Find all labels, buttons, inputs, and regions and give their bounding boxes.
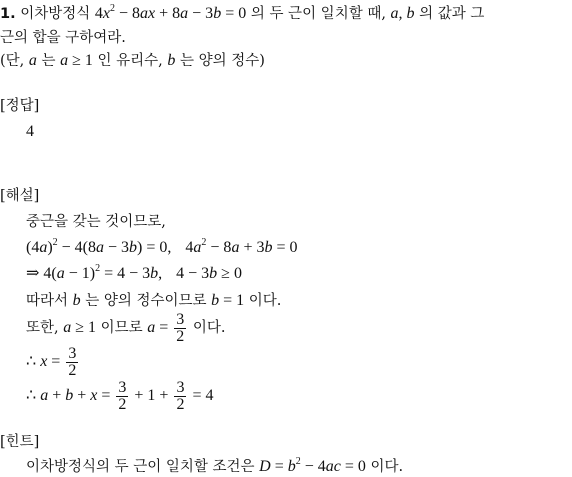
- problem-number: 1.: [0, 6, 16, 22]
- equation: $4x^2 - 8ax + 8a - 3b = 0$: [94, 3, 247, 22]
- math-var: a, b: [390, 5, 415, 22]
- solution-line-4: 따라서 b 는 양의 정수이므로 b = 1 이다.: [26, 292, 282, 309]
- answer-header: [정답]: [0, 98, 40, 114]
- fraction: $\frac{3}{2}$: [68, 344, 77, 379]
- solution-equation-2: ⇒ $4(a - 1)^2 = 4 - 3b$, 4 − 3b ≥ 0: [26, 263, 242, 282]
- problem-line-2: [0, 28, 126, 48]
- solution-header: [해설]: [0, 188, 40, 204]
- fraction: $\frac{3}{2}$: [176, 310, 185, 345]
- solution-line-6: ∴ x = $\frac{3}{2}$: [26, 344, 77, 379]
- problem-line-1: [0, 4, 484, 24]
- problem-text: 의 값과 그: [419, 6, 485, 22]
- hint-header: [힌트]: [0, 434, 40, 450]
- solution-line-1: 중근을 갖는 것이므로,: [26, 214, 166, 230]
- fraction: $\frac{3}{2}$: [118, 378, 127, 413]
- solution-line-7: ∴ a + b + x = $\frac{3}{2}$ + 1 + $\frac{3}{2}$ = 4: [26, 378, 214, 413]
- fraction: $\frac{3}{2}$: [176, 378, 185, 413]
- problem-text: 이차방정식: [20, 6, 91, 22]
- solution-line-5: 또한, a ≥ 1 이므로 a = $\frac{3}{2}$ 이다.: [26, 310, 226, 345]
- solution-equation-1: $(4a)^2 - 4(8a - 3b) = 0$, $4a^2 - 8a + 3b = 0$: [26, 237, 298, 256]
- problem-condition: (단, a 는 a ≥ 1 인 유리수, b 는 양의 정수): [0, 52, 265, 69]
- answer-value: 4: [26, 123, 34, 140]
- problem-text: 의 두 근이 일치할 때,: [250, 6, 386, 22]
- problem-text: 근의 합을 구하여라.: [0, 30, 126, 46]
- hint-line: 이차방정식의 두 근이 일치할 조건은 $D = b^2 - 4ac = 0$ 이다.: [26, 456, 404, 475]
